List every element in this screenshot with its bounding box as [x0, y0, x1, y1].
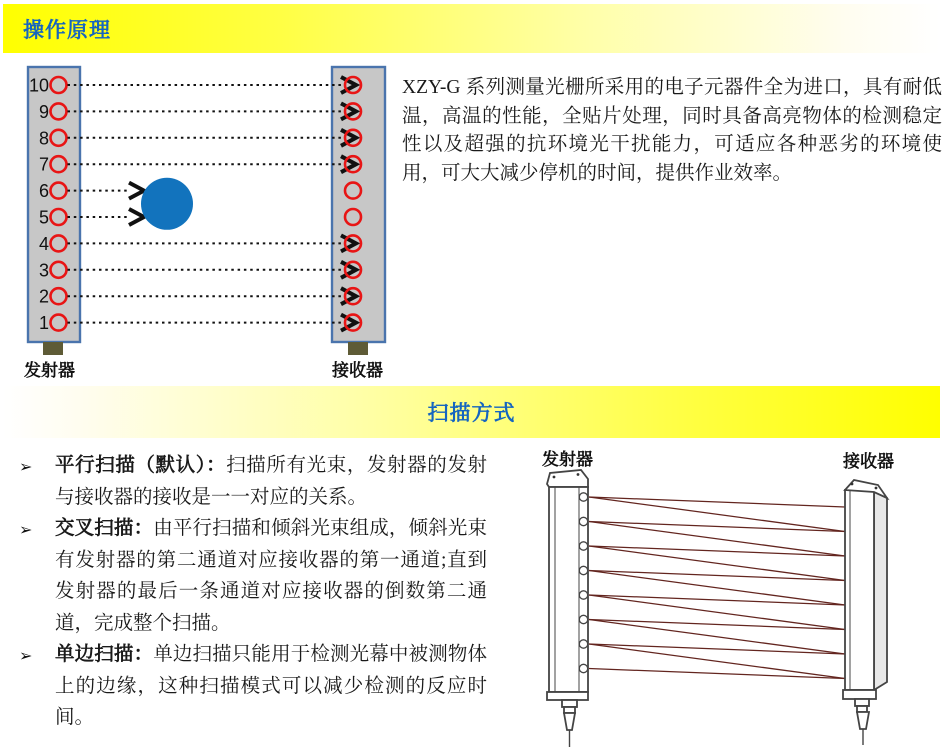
detected-object-ball	[141, 178, 193, 230]
beams-unblocked	[68, 85, 342, 323]
bullet-arrow-icon: ➢	[19, 520, 33, 539]
section-banner-principle	[3, 4, 940, 53]
bullet-arrow-icon: ➢	[19, 646, 33, 665]
receiver-label: 接收器	[332, 361, 383, 380]
channel-number: 4	[38, 233, 49, 254]
scanning-diagram	[535, 468, 940, 749]
scan-mode-term: 平行扫描（默认）：	[55, 454, 227, 476]
section-title-scanning: 扫描方式	[427, 402, 516, 425]
scan-mode-desc: 扫描所有光束，发射器的发射与接收器的接收是一一对应的关系。	[55, 455, 487, 508]
principle-description: XZY-G 系列测量光栅所采用的电子元器件全为进口，具有耐低温，高温的性能，全贴片处理，同时具备高亮物体的检测稳定性以及超强的抗环境光干扰能力，可适应各种恶劣的环境使用，可大大减少停机的时间，提供作业效率。	[402, 77, 942, 184]
scan-modes-list	[8, 450, 486, 734]
scan-mode-cross	[8, 513, 487, 639]
section-banner-scanning	[3, 386, 940, 438]
channel-number: 1	[38, 313, 49, 334]
scan-beams	[589, 497, 845, 679]
scan-transmitter-tower	[547, 470, 588, 747]
scan-receiver-tower	[843, 480, 887, 745]
channel-number: 9	[38, 101, 49, 122]
receiver-foot	[348, 342, 368, 355]
transmitter-bar	[28, 67, 80, 342]
scan-mode-desc: 由平行扫描和倾斜光束组成，倾斜光束有发射器的第二通道对应接收器的第一通道;直到发射器的最后一条通道对应接收器的倒数第二通道，完成整个扫描。	[55, 518, 487, 634]
channel-number: 5	[38, 207, 49, 228]
channel-number: 7	[38, 154, 49, 175]
scan-mode-single-edge	[8, 639, 487, 734]
bullet-arrow-icon: ➢	[19, 457, 33, 476]
channel-number: 6	[38, 181, 49, 202]
channel-number: 2	[38, 286, 49, 307]
scan-mode-term: 交叉扫描：	[55, 517, 154, 539]
scan-receiver-label: 接收器	[843, 452, 894, 471]
section-title-principle: 操作原理	[23, 18, 111, 42]
scan-transmitter-label: 发射器	[542, 450, 593, 469]
channel-number: 3	[38, 260, 49, 281]
scan-mode-term: 单边扫描：	[55, 643, 154, 665]
scan-mode-parallel	[8, 450, 487, 513]
channel-number: 10	[28, 75, 49, 96]
scan-mode-desc: 单边扫描只能用于检测光幕中被测物体上的边缘，这种扫描模式可以减少检测的反应时间。	[55, 644, 487, 728]
principle-diagram	[10, 60, 400, 380]
channel-number: 8	[38, 128, 49, 149]
transmitter-foot	[43, 342, 63, 355]
transmitter-label: 发射器	[24, 361, 75, 380]
